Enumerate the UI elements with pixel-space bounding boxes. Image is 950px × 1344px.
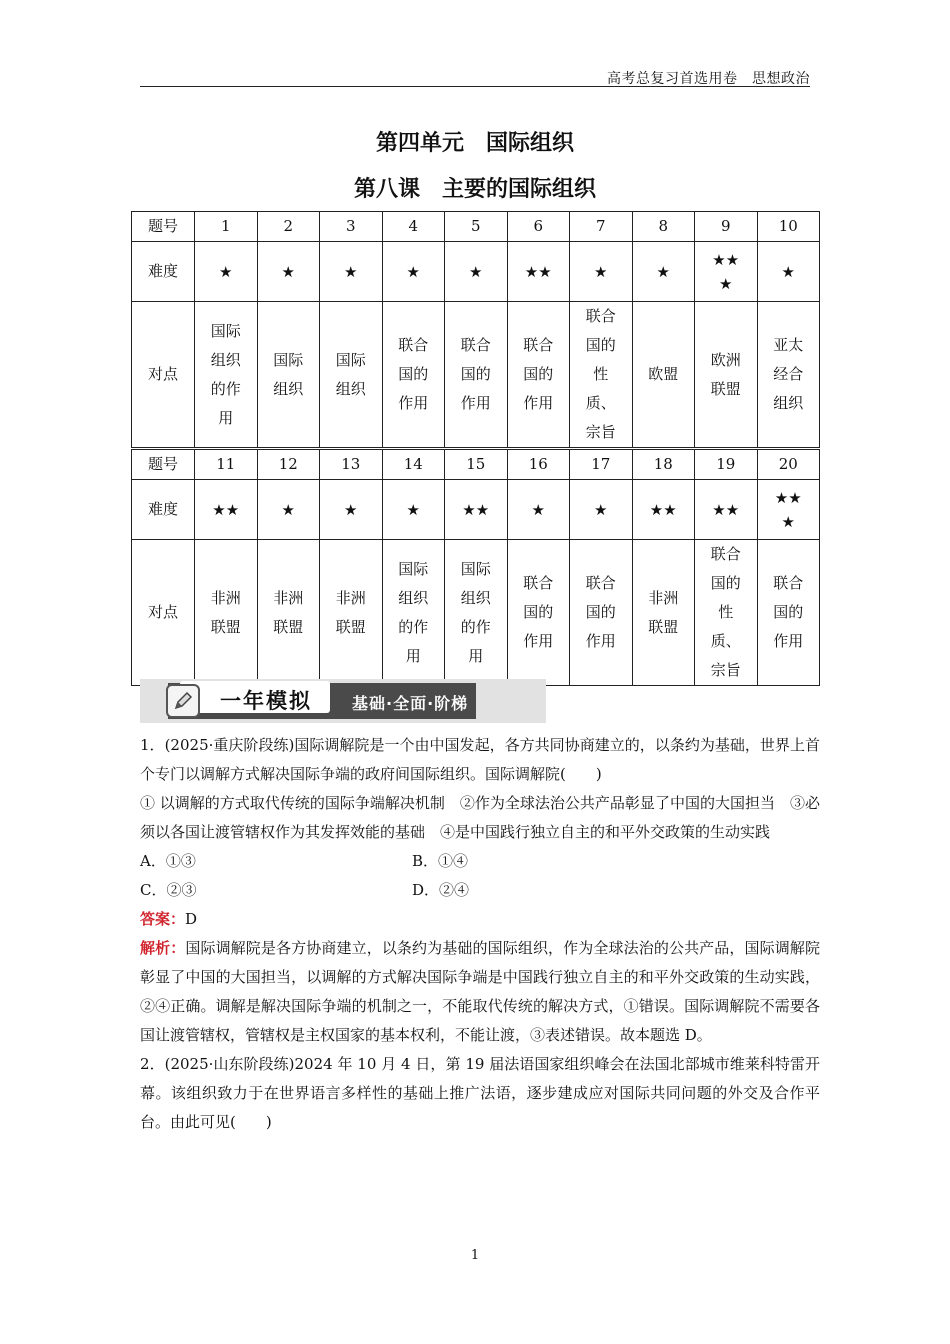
difficulty-cell — [382, 242, 445, 302]
difficulty-cell — [257, 480, 320, 540]
point-line: 组织 — [398, 588, 429, 607]
point-line: 用 — [405, 646, 421, 665]
point-cell — [195, 302, 258, 449]
point-line: 国际 — [335, 350, 366, 369]
point-line: 联合 — [585, 574, 616, 592]
question-number: 3 — [320, 212, 383, 242]
difficulty-cell — [695, 242, 758, 302]
row-label-number: 题号 — [132, 449, 195, 480]
point-line: 联盟 — [335, 617, 366, 636]
point-line: 宗旨 — [710, 661, 741, 679]
question-number: 7 — [570, 212, 633, 242]
question-number: 12 — [257, 449, 320, 480]
q1-options-row-1 — [140, 847, 820, 876]
group2-difficulty-row — [132, 480, 820, 540]
question-number: 2 — [257, 212, 320, 242]
difficulty-cell — [507, 242, 570, 302]
difficulty-stars: ★ — [469, 262, 483, 281]
difficulty-cell — [695, 480, 758, 540]
q1-answer — [140, 905, 820, 934]
question-number: 14 — [382, 449, 445, 480]
point-cell — [632, 302, 695, 449]
difficulty-cell — [507, 480, 570, 540]
point-line: 联合 — [773, 574, 804, 592]
unit-title: 第四单元 国际组织 — [375, 131, 574, 156]
difficulty-stars: ★ — [406, 262, 420, 281]
point-line: 欧盟 — [648, 365, 679, 383]
difficulty-stars: ★★ — [712, 500, 740, 519]
row-label-difficulty: 难度 — [132, 242, 195, 302]
difficulty-stars: ★★ — [649, 500, 677, 519]
difficulty-stars: ★ — [219, 262, 233, 281]
q1-statements: ① 以调解的方式取代传统的国际争端解决机制 ②作为全球法治公共产品彰显了中国的大国担当 ③必须以各国让渡管辖权作为其发挥效能的基础 ④是中国践行独立自主的和平外交政策的生动实践 — [140, 794, 820, 841]
section-banner — [140, 679, 546, 723]
point-cell — [632, 540, 695, 686]
difficulty-stars: ★ — [594, 500, 608, 519]
q1-options-row-2 — [140, 876, 820, 905]
point-line: 国际 — [273, 350, 304, 369]
point-cell — [695, 540, 758, 686]
q1-option-d: D．②④ — [412, 881, 470, 899]
point-line: 联合 — [523, 336, 554, 354]
question-number: 11 — [195, 449, 258, 480]
running-header: 高考总复习首选用卷 思想政治 — [607, 71, 810, 87]
page-number: 1 — [470, 1248, 480, 1263]
group1-number-row — [132, 212, 820, 242]
group2-number-row — [132, 449, 820, 480]
difficulty-stars: ★ — [656, 262, 670, 281]
difficulty-stars: ★ — [781, 512, 795, 531]
q1-analysis — [140, 934, 820, 1050]
point-line: 性 — [718, 603, 734, 621]
difficulty-stars: ★★ — [212, 500, 240, 519]
point-line: 国的 — [460, 365, 491, 383]
point-line: 组织 — [460, 588, 491, 607]
row-label-number: 题号 — [132, 212, 195, 242]
point-line: 组织 — [335, 379, 366, 398]
q2-stem: 2．(2025·山东阶段练)2024 年 10 月 4 日，第 19 届法语国家组织峰会在法国北部城市维莱科特雷开幕。该组织致力于在世界语言多样性的基础上推广法语，逐步建成应对国际共同问题的外交及合作平台。由此可见( ) — [140, 1055, 820, 1131]
point-line: 非洲 — [335, 588, 366, 607]
difficulty-cell — [320, 480, 383, 540]
point-cell — [257, 540, 320, 686]
point-line: 国的 — [523, 365, 554, 383]
pencil-icon — [166, 684, 200, 718]
point-cell — [695, 302, 758, 449]
question-number: 15 — [445, 449, 508, 480]
point-line: 联合 — [460, 336, 491, 354]
point-line: 非洲 — [648, 588, 679, 607]
difficulty-cell — [757, 242, 820, 302]
point-line: 的作 — [210, 379, 241, 398]
header-rule — [140, 86, 810, 87]
difficulty-stars: ★★ — [774, 488, 802, 507]
difficulty-cell — [320, 242, 383, 302]
row-label-point: 对点 — [132, 302, 195, 449]
q1-option-c: C．②③ — [140, 881, 197, 899]
point-cell — [320, 540, 383, 686]
point-line: 国际 — [398, 559, 429, 578]
question-number: 5 — [445, 212, 508, 242]
point-cell — [570, 302, 633, 449]
difficulty-stars: ★ — [531, 500, 545, 519]
point-line: 联盟 — [648, 617, 679, 636]
difficulty-cell — [570, 242, 633, 302]
difficulty-cell — [445, 480, 508, 540]
difficulty-stars: ★ — [406, 500, 420, 519]
question-number: 18 — [632, 449, 695, 480]
question-content — [140, 731, 820, 1137]
point-line: 作用 — [585, 632, 616, 650]
q1-option-a: A．①③ — [140, 852, 196, 870]
point-line: 国的 — [585, 603, 616, 621]
question-number: 16 — [507, 449, 570, 480]
point-line: 组织 — [273, 379, 304, 398]
answer-label: 答案： — [140, 910, 186, 928]
point-line: 非洲 — [273, 588, 304, 607]
group1-point-row — [132, 302, 820, 449]
point-line: 用 — [218, 408, 234, 427]
point-cell — [382, 302, 445, 449]
point-line: 作用 — [523, 632, 554, 650]
difficulty-stars: ★★ — [462, 500, 490, 519]
point-line: 联合 — [398, 336, 429, 354]
difficulty-stars: ★ — [344, 500, 358, 519]
point-cell — [195, 540, 258, 686]
row-label-point: 对点 — [132, 540, 195, 686]
question-number: 10 — [757, 212, 820, 242]
point-cell — [445, 302, 508, 449]
point-line: 作用 — [523, 394, 554, 412]
difficulty-stars: ★ — [719, 274, 733, 293]
point-line: 联盟 — [273, 617, 304, 636]
difficulty-cell — [195, 480, 258, 540]
point-line: 国际 — [460, 559, 491, 578]
answer-value: D — [185, 910, 198, 928]
point-line: 国际 — [210, 321, 241, 340]
point-line: 作用 — [773, 632, 804, 650]
point-cell — [320, 302, 383, 449]
difficulty-stars: ★ — [594, 262, 608, 281]
point-line: 组织 — [773, 394, 804, 412]
point-line: 用 — [468, 646, 484, 665]
point-line: 的作 — [460, 617, 491, 636]
point-line: 联盟 — [710, 379, 741, 398]
difficulty-stars: ★ — [281, 500, 295, 519]
row-label-difficulty: 难度 — [132, 480, 195, 540]
difficulty-cell — [257, 242, 320, 302]
point-line: 的作 — [398, 617, 429, 636]
point-line: 联合 — [585, 307, 616, 325]
point-line: 国的 — [523, 603, 554, 621]
difficulty-stars: ★ — [344, 262, 358, 281]
difficulty-cell — [632, 480, 695, 540]
difficulty-stars: ★★ — [524, 262, 552, 281]
point-line: 作用 — [398, 394, 429, 412]
point-line: 组织 — [210, 350, 241, 369]
point-line: 亚太 — [773, 336, 804, 354]
point-line: 经合 — [773, 365, 804, 383]
difficulty-cell — [632, 242, 695, 302]
difficulty-stars: ★★ — [712, 250, 740, 269]
difficulty-cell — [570, 480, 633, 540]
lesson-title: 第八课 主要的国际组织 — [353, 177, 596, 202]
point-cell — [570, 540, 633, 686]
point-line: 非洲 — [210, 588, 241, 607]
point-line: 国的 — [773, 603, 804, 621]
difficulty-cell — [382, 480, 445, 540]
point-line: 国的 — [585, 336, 616, 354]
point-line: 宗旨 — [585, 423, 616, 441]
analysis-text: 国际调解院是各方协商建立，以条约为基础的国际组织，作为全球法治的公共产品，国际调解院彰显了中国的大国担当，以调解的方式解决国际争端是中国践行独立自主的和平外交政策的生动实践，②④正确。调解是解决国际争端的机制之一，不能取代传统的解决方式，①错误。国际调解院不需要各国让渡管辖权，管辖权是主权国家的基本权利，不能让渡，③表述错误。故本题选 D。 — [140, 939, 820, 1044]
point-line: 国的 — [710, 574, 741, 592]
group1-difficulty-row — [132, 242, 820, 302]
point-cell — [382, 540, 445, 686]
point-line: 质、 — [710, 632, 741, 650]
point-cell — [757, 302, 820, 449]
analysis-label: 解析： — [140, 939, 186, 957]
point-cell — [757, 540, 820, 686]
point-line: 联合 — [710, 545, 741, 563]
point-cell — [507, 302, 570, 449]
point-line: 国的 — [398, 365, 429, 383]
difficulty-stars: ★ — [781, 262, 795, 281]
group2-point-row — [132, 540, 820, 686]
question-number: 8 — [632, 212, 695, 242]
question-map-table — [131, 211, 820, 686]
point-line: 作用 — [460, 394, 491, 412]
point-cell — [445, 540, 508, 686]
difficulty-cell — [445, 242, 508, 302]
point-line: 欧洲 — [710, 350, 741, 369]
difficulty-stars: ★ — [281, 262, 295, 281]
difficulty-cell — [757, 480, 820, 540]
question-number: 6 — [507, 212, 570, 242]
q1-stem: 1．(2025·重庆阶段练)国际调解院是一个由中国发起，各方共同协商建立的，以条约为基础，世界上首个专门以调解方式解决国际争端的政府间国际组织。国际调解院( ) — [140, 736, 820, 783]
point-cell — [257, 302, 320, 449]
q1-option-b: B．①④ — [412, 852, 469, 870]
point-cell — [507, 540, 570, 686]
question-number: 20 — [757, 449, 820, 480]
point-line: 性 — [593, 365, 609, 383]
question-number: 13 — [320, 449, 383, 480]
question-number: 4 — [382, 212, 445, 242]
question-number: 1 — [195, 212, 258, 242]
point-line: 质、 — [585, 394, 616, 412]
point-line: 联盟 — [210, 617, 241, 636]
question-number: 9 — [695, 212, 758, 242]
banner-title: 一年模拟 — [220, 689, 312, 713]
banner-subtitle: 基础·全面·阶梯 — [352, 694, 469, 713]
question-number: 17 — [570, 449, 633, 480]
point-line: 联合 — [523, 574, 554, 592]
difficulty-cell — [195, 242, 258, 302]
question-number: 19 — [695, 449, 758, 480]
